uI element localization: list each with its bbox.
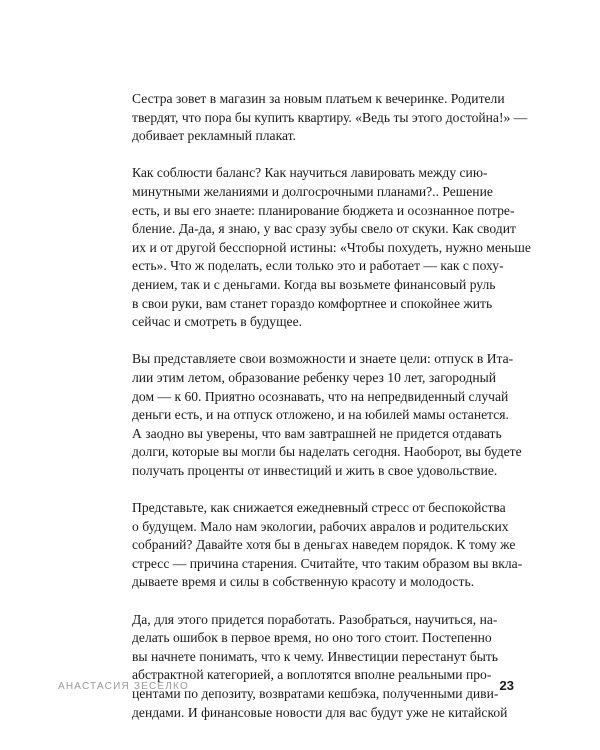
text-line: их и от другой бесспорной истины: «Чтобы похудеть, нужно меньше (132, 239, 531, 255)
text-line: бление. Да-да, я знаю, у вас сразу зубы свело от скуки. Как сводит (132, 221, 516, 237)
text-line: Сестра зовет в магазин за новым платьем к вечеринке. Родители (132, 91, 505, 106)
text-line: А заодно вы уверены, что вам завтрашней не придется отдавать (132, 425, 502, 441)
text-line: вы начнете понимать, что к чему. Инвестиции перестанут быть (132, 648, 499, 664)
text-line: дением, так и с деньгами. Когда вы возьмете финансовый руль (132, 276, 496, 292)
page-number: 23 (499, 678, 514, 693)
text-line: центами по депозиту, возвратами кешбэка, полученными диви- (132, 686, 499, 701)
text-line: делать ошибок в первое время, но оно того стоит. Постепенно (132, 630, 492, 646)
text-line: собраний? Давайте хотя бы в деньгах наведем порядок. К тому же (132, 537, 516, 553)
text-line: твердят, что пора бы купить квартиру. «Ведь ты этого достойна!» — (132, 109, 528, 125)
text-line: Как соблюсти баланс? Как научиться лавировать между сию- (132, 165, 488, 181)
text-line: Представьте, как снижается ежедневный стресс от беспокойства (132, 500, 506, 516)
text-line: есть, и вы его знаете: планирование бюджета и осознанное потре- (132, 202, 515, 218)
text-line: абстрактной категорией, а воплотятся вполне реальными про- (132, 667, 492, 683)
text-line: Вы представляете свои возможности и знаете цели: отпуск в Ита- (132, 351, 514, 367)
text-line: получать проценты от инвестиций и жить в свое удовольствие. (132, 462, 498, 478)
text-line: долги, которые вы могли бы наделать сегодня. Наоборот, вы будете (132, 444, 522, 460)
text-line: стресс — причина старения. Считайте, что таким образом вы вкла- (132, 555, 523, 571)
running-footer-author: АНАСТАСИЯ ЗЕСЕЛКО (58, 681, 189, 692)
paragraph (132, 350, 522, 480)
text-line: о будущем. Мало нам экологии, рабочих авралов и родительских (132, 518, 509, 534)
paragraph (132, 499, 523, 592)
text-line: дываете время и силы в собственную красоту и молодость. (132, 574, 475, 590)
text-line: Да, для этого придется поработать. Разобраться, научиться, на- (132, 611, 498, 627)
text-line: деньги есть, и на отпуск отложено, и на юбилей мамы останется. (132, 407, 509, 423)
text-line: дендами. И финансовые новости для вас будут уже не китайской (132, 704, 508, 720)
text-line: добивает рекламный плакат. (132, 128, 296, 144)
text-line: сейчас и смотреть в будущее. (132, 314, 303, 330)
text-line: в свои руки, вам станет гораздо комфортнее и спокойнее жить (132, 295, 493, 311)
paragraph (132, 90, 528, 146)
text-line: дом — к 60. Приятно осознавать, что на непредвиденный случай (132, 388, 509, 404)
text-line: лии этим летом, образование ребенку через 10 лет, загородный (132, 369, 497, 385)
paragraph (132, 164, 531, 331)
text-line: минутными желаниями и долгосрочными планами?.. Решение (132, 183, 493, 199)
text-line: есть». Что ж поделать, если только это и работает — как с поху- (132, 258, 504, 274)
